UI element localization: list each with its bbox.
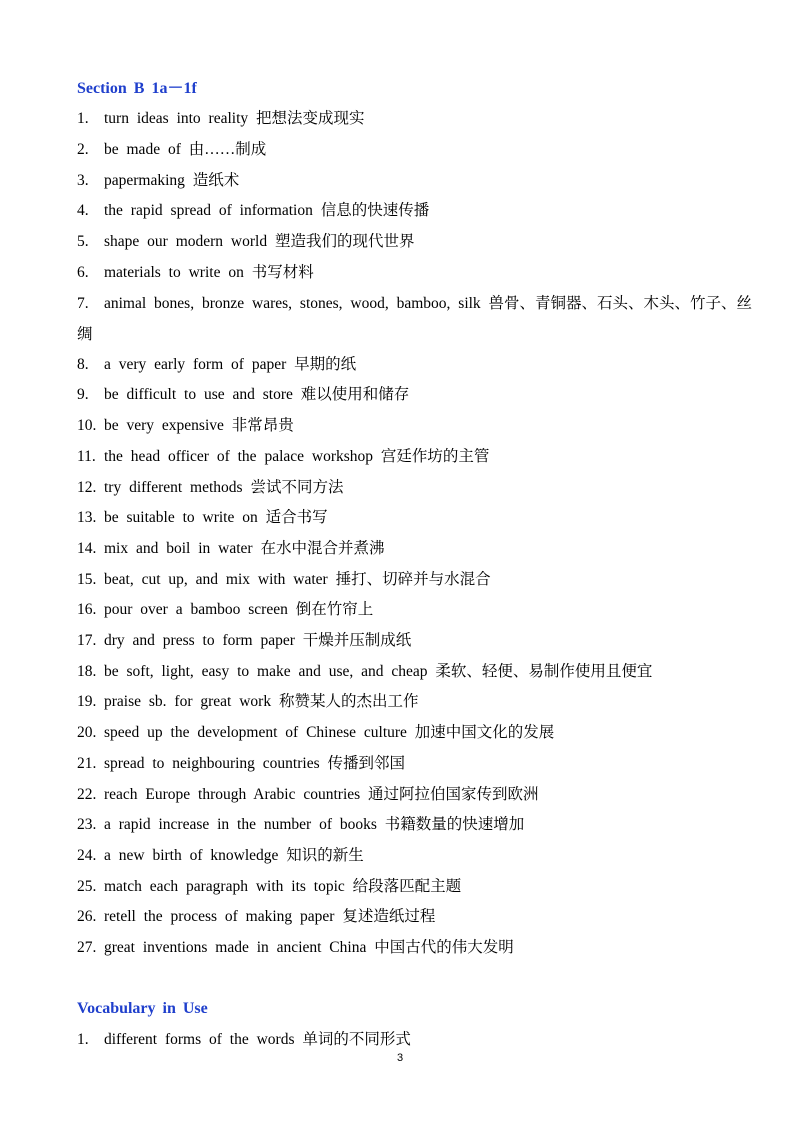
item-text: pour over a bamboo screen 倒在竹帘上 (104, 601, 374, 618)
item-number: 19. (77, 693, 97, 710)
list-item (77, 785, 760, 805)
item-text: be suitable to write on 适合书写 (104, 509, 328, 526)
item-text: be very expensive 非常昂贵 (104, 417, 294, 434)
item-text: animal bones, bronze wares, stones, wood, bamboo, silk 兽骨、青铜器、石头、木头、竹子、丝绸 (77, 295, 753, 343)
item-number: 3. (77, 172, 89, 189)
item-number: 26. (77, 908, 97, 925)
item-text: try different methods 尝试不同方法 (104, 479, 344, 496)
list-item (77, 877, 760, 897)
list-item (77, 232, 760, 252)
item-text: mix and boil in water 在水中混合并煮沸 (104, 540, 385, 557)
item-text: a rapid increase in the number of books 书籍数量的快速增加 (104, 816, 525, 833)
list-item (77, 416, 760, 436)
item-text: praise sb. for great work 称赞某人的杰出工作 (104, 693, 419, 710)
list-item (77, 447, 760, 467)
item-text: be soft, light, easy to make and use, and cheap 柔软、轻便、易制作使用且便宜 (104, 663, 653, 680)
list-item (77, 692, 760, 712)
item-number: 22. (77, 786, 97, 803)
item-number: 8. (77, 356, 89, 373)
list-item (77, 754, 760, 774)
item-text: great inventions made in ancient China 中国古代的伟大发明 (104, 939, 514, 956)
item-text: a very early form of paper 早期的纸 (104, 356, 357, 373)
item-text: retell the process of making paper 复述造纸过程 (104, 908, 436, 925)
item-number: 27. (77, 939, 97, 956)
item-number: 4. (77, 202, 89, 219)
item-text: be difficult to use and store 难以使用和储存 (104, 386, 410, 403)
item-text: papermaking 造纸术 (104, 172, 240, 189)
item-number: 13. (77, 509, 97, 526)
section-heading: Vocabulary in Use (77, 1000, 208, 1017)
item-text: materials to write on 书写材料 (104, 264, 314, 281)
item-number: 7. (77, 295, 89, 312)
item-text: match each paragraph with its topic 给段落匹配主题 (104, 878, 462, 895)
list-item (77, 846, 760, 866)
item-text: reach Europe through Arabic countries 通过阿拉伯国家传到欧洲 (104, 786, 539, 803)
section-heading: Section B 1a－1f (77, 80, 197, 97)
item-number: 16. (77, 601, 97, 618)
item-number: 23. (77, 816, 97, 833)
list-item (77, 355, 760, 375)
list-item (77, 140, 760, 160)
list-item (77, 938, 760, 958)
item-number: 14. (77, 540, 97, 557)
list-item (77, 478, 760, 498)
item-number: 9. (77, 386, 89, 403)
item-text: dry and press to form paper 干燥并压制成纸 (104, 632, 412, 649)
page-number: 3 (396, 1052, 404, 1064)
item-number: 11. (77, 448, 96, 465)
item-text: the head officer of the palace workshop 宫廷作坊的主管 (104, 448, 490, 465)
list-item (77, 385, 760, 405)
item-number: 25. (77, 878, 97, 895)
item-number: 18. (77, 663, 97, 680)
list-item (77, 723, 760, 743)
item-text: the rapid spread of information 信息的快速传播 (104, 202, 430, 219)
list-item (77, 907, 760, 927)
item-text: spread to neighbouring countries 传播到邻国 (104, 755, 405, 772)
item-number: 12. (77, 479, 97, 496)
list-item (77, 171, 760, 191)
list-item (77, 508, 760, 528)
item-text: different forms of the words 单词的不同形式 (104, 1031, 411, 1048)
list-item (77, 815, 760, 835)
item-text: turn ideas into reality 把想法变成现实 (104, 110, 365, 127)
list-item (77, 631, 760, 651)
item-number: 1. (77, 110, 89, 127)
item-number: 17. (77, 632, 97, 649)
item-text: beat, cut up, and mix with water 捶打、切碎并与水混合 (104, 571, 491, 588)
item-text: a new birth of knowledge 知识的新生 (104, 847, 364, 864)
list-item (77, 539, 760, 559)
item-text: be made of 由……制成 (104, 141, 267, 158)
list-item (77, 662, 760, 682)
item-number: 6. (77, 264, 89, 281)
list-item (77, 109, 760, 129)
item-number: 10. (77, 417, 97, 434)
item-number: 20. (77, 724, 97, 741)
list-item (77, 570, 760, 590)
list-item (77, 201, 760, 221)
item-number: 24. (77, 847, 97, 864)
list-item (77, 1030, 760, 1050)
item-number: 15. (77, 571, 97, 588)
item-number: 1. (77, 1031, 89, 1048)
list-item (77, 600, 760, 620)
list-item (77, 288, 760, 350)
item-number: 2. (77, 141, 89, 158)
item-text: shape our modern world 塑造我们的现代世界 (104, 233, 415, 250)
item-number: 21. (77, 755, 97, 772)
item-text: speed up the development of Chinese culture 加速中国文化的发展 (104, 724, 555, 741)
item-number: 5. (77, 233, 89, 250)
list-item (77, 263, 760, 283)
